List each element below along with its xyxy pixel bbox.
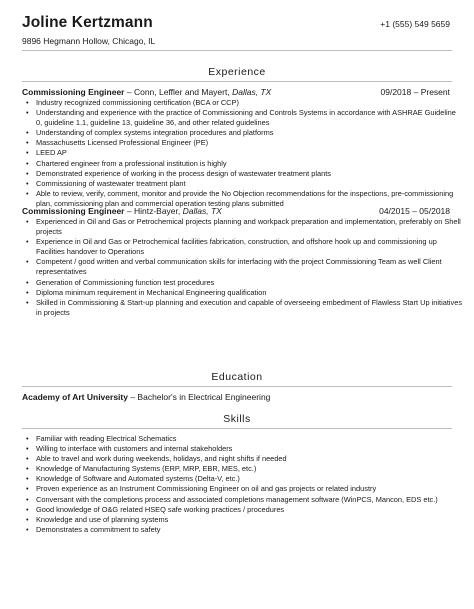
education-entry xyxy=(22,392,270,402)
list-item: • Knowledge of Software and Automated systems (Delta-V, etc.) xyxy=(22,474,462,484)
job-2-company: Hintz-Bayer, xyxy=(133,206,183,216)
list-item: • Experience in Oil and Gas or Petrochemical facilities fabrication, construction, and offshore hook up and commissioning up Facilities handover to Operations xyxy=(22,237,462,257)
education-divider xyxy=(22,386,452,387)
experience-heading: Experience xyxy=(208,66,266,78)
job-1-location: Dallas, TX xyxy=(232,87,272,97)
job-1-header xyxy=(22,87,450,97)
list-item: • LEED AP xyxy=(22,148,462,158)
skills-divider xyxy=(22,428,452,429)
candidate-name: Joline Kertzmann xyxy=(22,14,153,31)
list-item: • Competent / good written and verbal communication skills for interfacing with the project Commissioning Team as well Client representatives xyxy=(22,257,462,277)
list-item: • Willing to interface with customers and internal stakeholders xyxy=(22,444,462,454)
list-item: • Chartered engineer from a professional institution is highly xyxy=(22,159,462,169)
experience-divider xyxy=(22,81,452,82)
job-1-title: Commissioning Engineer xyxy=(22,87,125,97)
job-2-separator: – xyxy=(124,206,134,216)
header-divider xyxy=(22,50,452,51)
list-item: • Industry recognized commissioning certification (BCA or CCP) xyxy=(22,98,462,108)
list-item: • Skilled in Commissioning & Start-up planning and execution and capable of overseeing embedment of Flawless Start Up initiatives in projects xyxy=(22,298,462,318)
skills-heading: Skills xyxy=(223,413,251,425)
list-item: • Knowledge of Manufacturing Systems (ERP, MRP, EBR, MES, etc.) xyxy=(22,464,462,474)
list-item: • Demonstrates a commitment to safety xyxy=(22,525,462,535)
list-item: • Proven experience as an Instrument Commissioning Engineer on oil and gas projects or related industry xyxy=(22,484,462,494)
school-name: Academy of Art University xyxy=(22,392,128,402)
job-1-company: Conn, Leffler and Mayert, xyxy=(133,87,233,97)
job-2-title: Commissioning Engineer xyxy=(22,206,125,216)
list-item: • Able to review, verify, comment, monitor and provide the No Objection recommendations for the inspections, pre-commissioning plan, commissioning plan and commercial operation testing plans submitted xyxy=(22,189,462,209)
degree: Bachelor's in Electrical Engineering xyxy=(137,392,271,402)
list-item: • Massachusetts Licensed Professional Engineer (PE) xyxy=(22,138,462,148)
job-2-header xyxy=(22,206,450,216)
list-item: • Able to travel and work during weekends, holidays, and night shifts if needed xyxy=(22,454,462,464)
list-item: • Demonstrated experience of working in the process design of wastewater treatment plants xyxy=(22,169,462,179)
list-item: • Good knowledge of O&G related HSEQ safe working practices / procedures xyxy=(22,505,462,515)
job-1-bullets xyxy=(22,98,462,209)
job-2-dates: 04/2015 – 05/2018 xyxy=(379,206,450,216)
list-item: • Knowledge and use of planning systems xyxy=(22,515,462,525)
list-item: • Diploma minimum requirement in Mechanical Engineering qualification xyxy=(22,288,462,298)
phone-number: +1 (555) 549 5659 xyxy=(380,19,450,29)
education-heading: Education xyxy=(211,371,263,383)
list-item: • Familiar with reading Electrical Schematics xyxy=(22,434,462,444)
education-separator: – xyxy=(127,392,138,402)
address: 9896 Hegmann Hollow, Chicago, IL xyxy=(22,36,156,46)
job-2-location: Dallas, TX xyxy=(182,206,222,216)
list-item: • Experienced in Oil and Gas or Petrochemical projects planning and workpack preparation and implementation, preferably on Shell projects xyxy=(22,217,462,237)
list-item: • Generation of Commissioning function test procedures xyxy=(22,278,462,288)
list-item: • Conversant with the completions process and associated completions management software (WinPCS, Mancon, EDS etc.) xyxy=(22,495,462,505)
job-2-bullets xyxy=(22,217,462,318)
list-item: • Understanding and experience with the practice of Commissioning and Controls Systems in accordance with ASHRAE Guideline 0, guideline 1.1, guideline 13, guideline 36, and other related guidelines xyxy=(22,108,462,128)
job-1-separator: – xyxy=(124,87,134,97)
skills-list xyxy=(22,434,462,535)
list-item: • Commissioning of wastewater treatment plant xyxy=(22,179,462,189)
job-1-dates: 09/2018 – Present xyxy=(380,87,450,97)
list-item: • Understanding of complex systems integration procedures and platforms xyxy=(22,128,462,138)
